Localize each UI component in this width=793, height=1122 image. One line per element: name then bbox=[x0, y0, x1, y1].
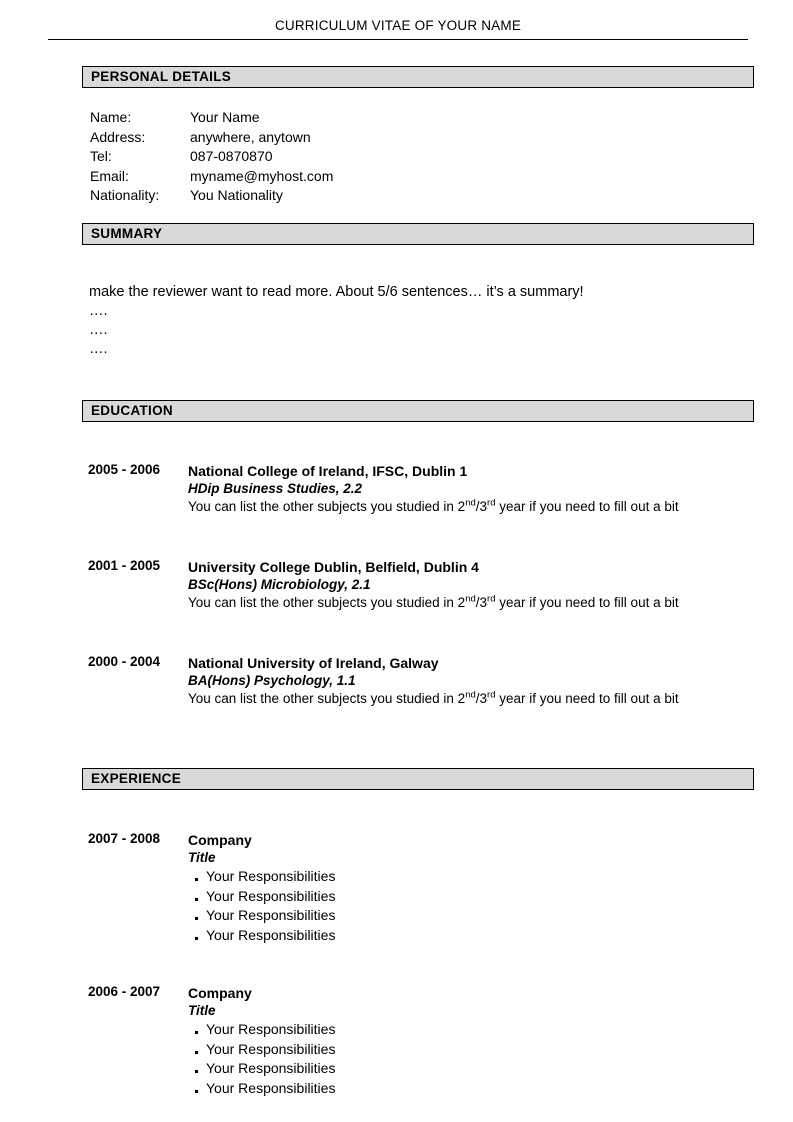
education-institution: National University of Ireland, Galway bbox=[188, 655, 439, 671]
personal-detail-row bbox=[90, 128, 333, 148]
list-item: Your Responsibilities bbox=[188, 1020, 736, 1040]
section-header-experience bbox=[82, 768, 754, 790]
list-item: Your Responsibilities bbox=[188, 906, 736, 926]
education-note-sup-1: nd bbox=[465, 593, 476, 605]
education-note bbox=[188, 594, 736, 613]
education-note-pre: You can list the other subjects you studied in 2 bbox=[188, 499, 466, 514]
education-note bbox=[188, 498, 736, 517]
experience-years: 2006 - 2007 bbox=[88, 984, 161, 999]
experience-title: Title bbox=[188, 1003, 216, 1018]
education-years: 2005 - 2006 bbox=[88, 462, 161, 477]
education-note-sup-2: rd bbox=[487, 689, 496, 701]
education-institution: National College of Ireland, IFSC, Dublin 1 bbox=[188, 463, 468, 479]
education-note-post: year if you need to fill out a bit bbox=[495, 691, 679, 706]
personal-detail-row bbox=[90, 186, 333, 206]
personal-detail-value: 087-0870870 bbox=[190, 148, 273, 164]
section-header-education bbox=[82, 400, 754, 422]
education-note-sup-2: rd bbox=[487, 593, 496, 605]
experience-company: Company bbox=[188, 985, 252, 1001]
section-title-experience: EXPERIENCE bbox=[91, 771, 182, 786]
summary-text: make the reviewer want to read more. About 5/6 sentences… it’s a summary! bbox=[89, 284, 584, 300]
experience-body bbox=[188, 984, 736, 1098]
experience-years: 2007 - 2008 bbox=[88, 831, 161, 846]
list-item: Your Responsibilities bbox=[188, 1040, 736, 1060]
list-item: Your Responsibilities bbox=[188, 926, 736, 946]
personal-detail-label: Address: bbox=[90, 128, 146, 145]
experience-company: Company bbox=[188, 832, 252, 848]
personal-detail-label: Tel: bbox=[90, 148, 112, 164]
education-note-sup-1: nd bbox=[465, 689, 476, 701]
education-note-post: year if you need to fill out a bit bbox=[495, 595, 679, 610]
education-note-mid: /3 bbox=[475, 499, 488, 514]
education-note bbox=[188, 690, 736, 709]
personal-detail-label: Nationality: bbox=[90, 187, 160, 203]
summary-line-2: …. bbox=[89, 303, 108, 319]
summary-line-3: …. bbox=[89, 322, 108, 338]
experience-body bbox=[188, 831, 736, 945]
experience-title: Title bbox=[188, 850, 216, 865]
personal-detail-row bbox=[90, 167, 333, 187]
header-divider bbox=[48, 39, 748, 40]
section-title-summary: SUMMARY bbox=[91, 226, 163, 241]
education-note-sup-1: nd bbox=[465, 497, 476, 509]
list-item: Your Responsibilities bbox=[188, 1059, 736, 1079]
education-body bbox=[188, 558, 736, 613]
summary-line-4: …. bbox=[89, 341, 108, 357]
personal-detail-value: Your Name bbox=[190, 109, 260, 125]
section-title-education: EDUCATION bbox=[91, 403, 173, 418]
personal-detail-value: anywhere, anytown bbox=[190, 128, 311, 145]
section-header-summary bbox=[82, 223, 754, 245]
list-item: Your Responsibilities bbox=[188, 867, 736, 887]
experience-responsibility-list bbox=[188, 867, 736, 945]
education-note-pre: You can list the other subjects you studied in 2 bbox=[188, 595, 466, 610]
education-degree: BA(Hons) Psychology, 1.1 bbox=[188, 673, 356, 688]
summary-block bbox=[89, 283, 729, 359]
education-degree: BSc(Hons) Microbiology, 2.1 bbox=[188, 577, 371, 592]
personal-detail-value: You Nationality bbox=[190, 187, 283, 203]
personal-detail-row bbox=[90, 147, 333, 167]
section-title-personal-details: PERSONAL DETAILS bbox=[91, 69, 232, 84]
experience-responsibility-list bbox=[188, 1020, 736, 1098]
section-header-personal-details bbox=[82, 66, 754, 88]
education-institution: University College Dublin, Belfield, Dublin 4 bbox=[188, 559, 479, 575]
education-note-mid: /3 bbox=[475, 691, 488, 706]
education-body bbox=[188, 654, 736, 709]
education-note-sup-2: rd bbox=[487, 497, 496, 509]
page-title: CURRICULUM VITAE OF YOUR NAME bbox=[274, 18, 522, 33]
education-entry bbox=[88, 654, 748, 740]
personal-detail-value: myname@myhost.com bbox=[190, 167, 334, 184]
education-note-post: year if you need to fill out a bit bbox=[495, 499, 679, 514]
personal-detail-row bbox=[90, 108, 333, 128]
education-entry bbox=[88, 462, 748, 548]
list-item: Your Responsibilities bbox=[188, 887, 736, 907]
education-degree: HDip Business Studies, 2.2 bbox=[188, 481, 363, 496]
education-entry bbox=[88, 558, 748, 644]
education-note-pre: You can list the other subjects you studied in 2 bbox=[188, 691, 466, 706]
personal-detail-label: Name: bbox=[90, 109, 132, 125]
education-years: 2001 - 2005 bbox=[88, 558, 161, 573]
personal-details-block bbox=[90, 108, 333, 206]
education-note-mid: /3 bbox=[475, 595, 488, 610]
education-years: 2000 - 2004 bbox=[88, 654, 161, 669]
list-item: Your Responsibilities bbox=[188, 1079, 736, 1099]
personal-detail-label: Email: bbox=[90, 167, 129, 184]
education-body bbox=[188, 462, 736, 517]
